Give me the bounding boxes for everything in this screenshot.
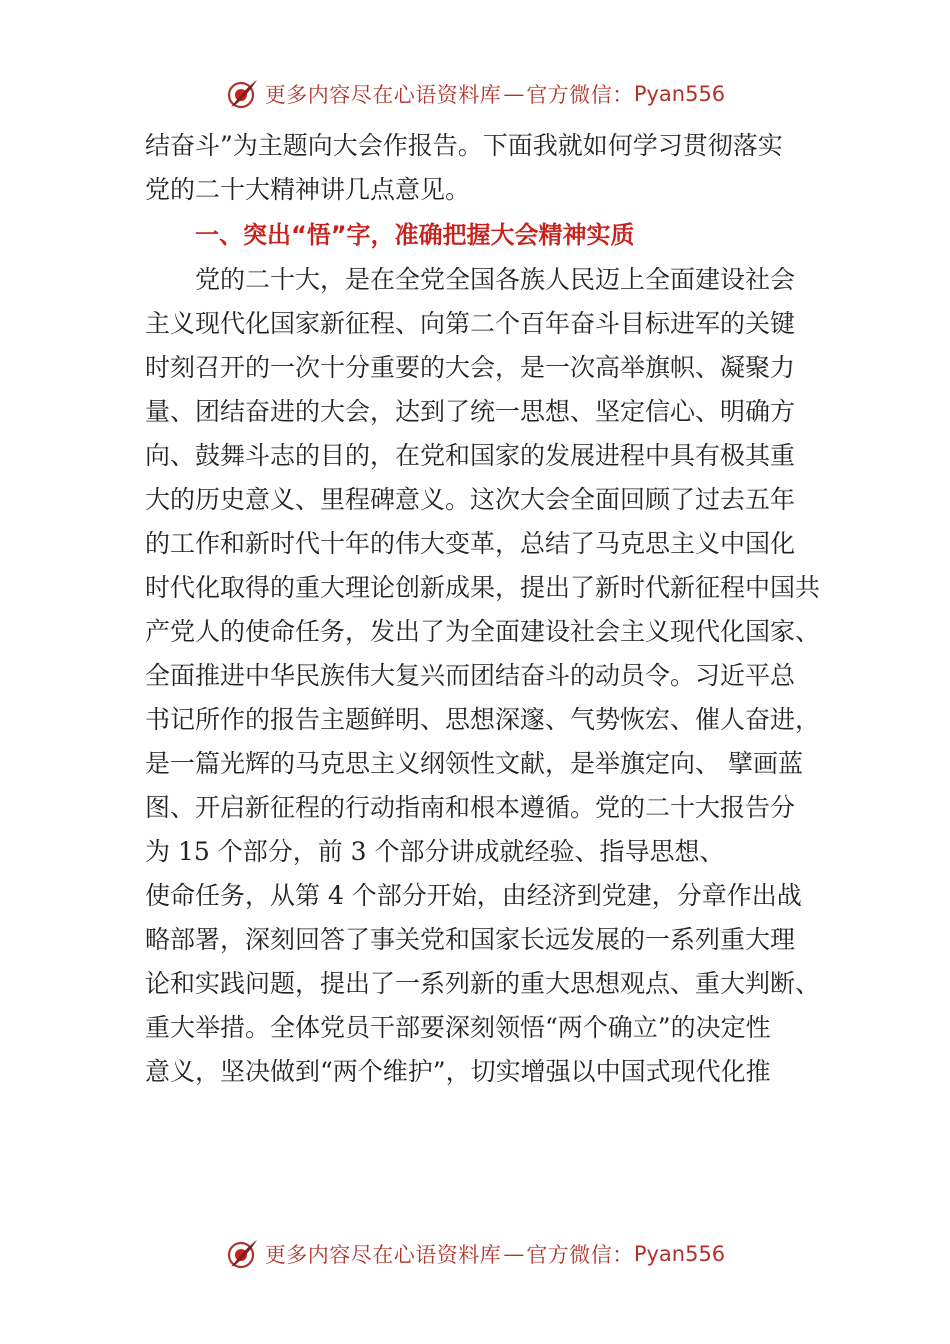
section-heading: 一、突出“悟”字，准确把握大会精神实质 xyxy=(195,221,635,249)
text-line: 向、鼓舞斗志的目的，在党和国家的发展进程中具有极其重 xyxy=(145,441,796,470)
quill-logo-icon xyxy=(225,77,259,111)
text-line: 图、开启新征程的行动指南和根本遵循。党的二十大报告分 xyxy=(145,793,796,822)
text-line: 大的历史意义、里程碑意义。这次大会全面回顾了过去五年 xyxy=(145,485,796,514)
text-line: 意义，坚决做到“两个维护”，切实增强以中国式现代化推 xyxy=(145,1057,771,1086)
text-line: 是一篇光辉的马克思主义纲领性文献，是举旗定向、 擘画蓝 xyxy=(145,749,803,778)
text-line: 结奋斗”为主题向大会作报告。下面我就如何学习贯彻落实 xyxy=(145,131,783,160)
text-line: 书记所作的报告主题鲜明、思想深邃、气势恢宏、催人奋进， xyxy=(145,705,821,734)
text-line: 量、团结奋进的大会，达到了统一思想、坚定信心、明确方 xyxy=(145,397,796,426)
text-line: 党的二十大精神讲几点意见。 xyxy=(145,175,471,204)
text-line: 重大举措。全体党员干部要深刻领悟“两个确立”的决定性 xyxy=(145,1013,771,1042)
watermark-separator: — xyxy=(503,82,525,106)
text-line: 时刻召开的一次十分重要的大会，是一次高举旗帜、凝聚力 xyxy=(145,353,796,382)
footer-watermark xyxy=(0,1232,950,1276)
text-line: 产党人的使命任务，发出了为全面建设社会主义现代化国家、 xyxy=(145,617,821,646)
text-line: 全面推进中华民族伟大复兴而团结奋斗的动员令。习近平总 xyxy=(145,661,796,690)
quill-logo-icon xyxy=(225,1237,259,1271)
text-line: 使命任务，从第 4 个部分开始，由经济到党建，分章作出战 xyxy=(145,881,802,910)
text-line: 的工作和新时代十年的伟大变革，总结了马克思主义中国化 xyxy=(145,529,796,558)
text-line: 为 15 个部分，前 3 个部分讲成就经验、指导思想、 xyxy=(145,837,725,866)
text-line: 论和实践问题，提出了一系列新的重大思想观点、重大判断、 xyxy=(145,969,821,998)
text-line: 主义现代化国家新征程、向第二个百年奋斗目标进军的关键 xyxy=(145,309,796,338)
watermark-separator: — xyxy=(503,1242,525,1266)
document-body xyxy=(145,124,825,1094)
header-watermark xyxy=(0,72,950,116)
watermark-wechat-label: 官方微信： xyxy=(526,1243,634,1267)
paragraph-first-line: 党的二十大，是在全党全国各族人民迈上全面建设社会 xyxy=(195,265,796,294)
watermark-wechat-label: 官方微信： xyxy=(526,83,634,107)
watermark-text: 更多内容尽在心语资料库 xyxy=(264,1243,502,1267)
text-line: 略部署，深刻回答了事关党和国家长远发展的一系列重大理 xyxy=(145,925,796,954)
watermark-text: 更多内容尽在心语资料库 xyxy=(264,83,502,107)
watermark-wechat-id: Pyan556 xyxy=(633,82,726,106)
text-line: 时代化取得的重大理论创新成果，提出了新时代新征程中国共 xyxy=(145,573,821,602)
watermark-wechat-id: Pyan556 xyxy=(633,1242,726,1266)
